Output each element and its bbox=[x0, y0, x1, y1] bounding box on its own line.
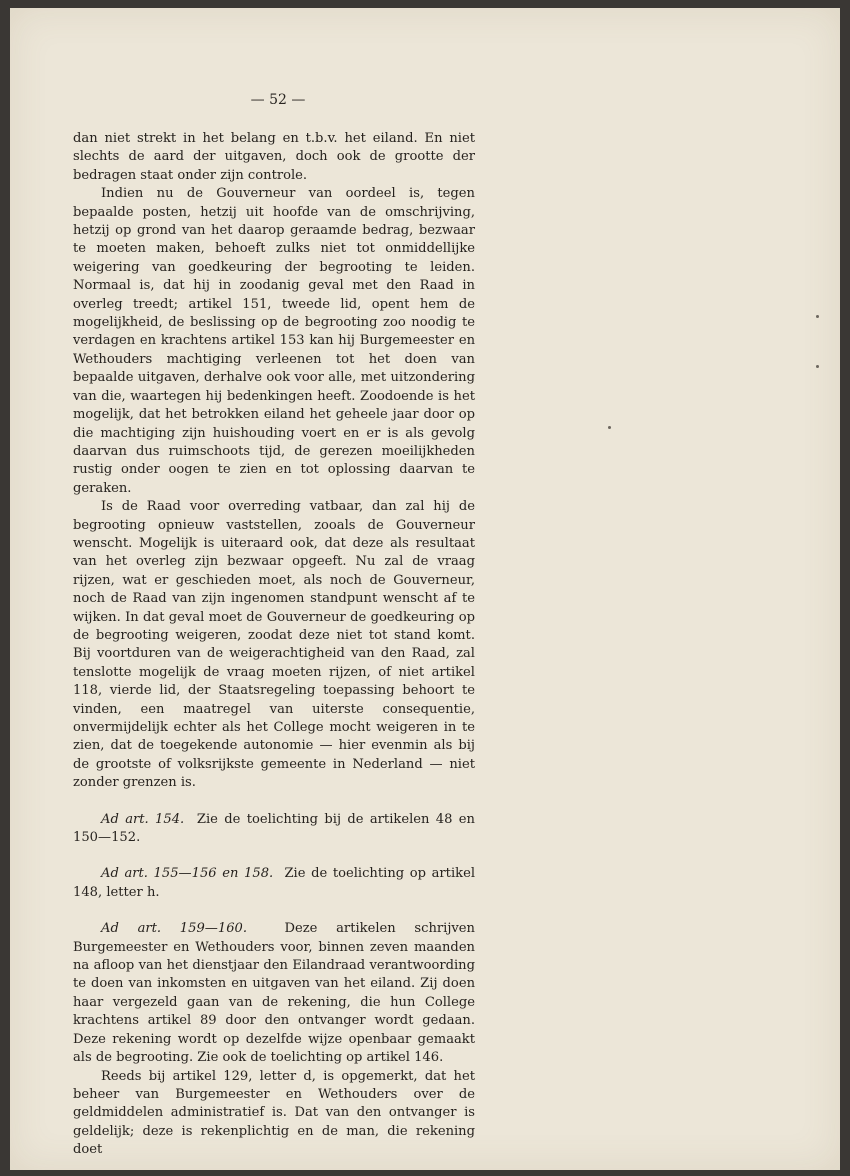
article-159-ref: Ad art. 159—160. bbox=[101, 921, 248, 937]
article-155-note bbox=[73, 865, 475, 902]
paragraph-continuation: dan niet strekt in het belang en t.b.v. het eiland. En niet slechts de aard der uitgaven, doch ook de grootte der bedragen staat onder zijn controle. bbox=[73, 131, 475, 183]
document-page bbox=[10, 8, 840, 1170]
paper-speck bbox=[608, 426, 611, 429]
article-155-text: Zie de toelichting op artikel 148, letter h. bbox=[73, 866, 476, 900]
article-154-text: Zie de toelichting bij de artikelen 48 en 150—152. bbox=[73, 811, 475, 846]
article-155-ref: Ad art. 155—156 en 158. bbox=[101, 866, 274, 882]
article-154-note bbox=[73, 811, 475, 848]
body-text bbox=[73, 130, 475, 1160]
paper-speck bbox=[816, 365, 819, 368]
paper-speck bbox=[816, 315, 819, 318]
page-number: — 52 — bbox=[250, 92, 306, 108]
article-159-note bbox=[73, 920, 475, 1067]
paragraph-raad-overreding: Is de Raad voor overreding vatbaar, dan zal hij de begrooting opnieuw vaststellen, zooals de Gouverneur wenscht. Mogelijk is uiteraard ook, dat deze als resultaat van het overleg zijn bezwaar opgeeft. Nu zal de vraag rijzen, wat er geschieden moet, als noch de Gouverneur, noch de Raad van zijn ingenomen standpunt wenscht af te wijken. In dat geval moet de Gouverneur de goedkeuring op de begrooting weigeren, zoodat deze niet tot stand komt. Bij voortduren van de weigerachtigheid van den Raad, zal tenslotte mogelijk de vraag moeten rijzen, of niet artikel 118, vierde lid, der Staatsregeling toepassing behoort te vinden, een maatregel van uiterste consequentie, onvermijdelijk echter als het College mocht weigeren in te zien, dat de toegekende autonomie — hier evenmin als bij de grootste of volksrijkste gemeente in Nederland — niet zonder grenzen is. bbox=[73, 499, 475, 791]
paragraph-gouverneur-bezwaar: Indien nu de Gouverneur van oordeel is, tegen bepaalde posten, hetzij uit hoofde van de omschrijving, hetzij op grond van het daarop geraamde bedrag, bezwaar te moeten maken, behoeft zulks niet tot onmiddellijke weigering van goedkeuring der begrooting te leiden. Normaal is, dat hij in zoodanig geval met den Raad in overleg treedt; artikel 151, tweede lid, opent hem de mogelijkheid, de beslissing op de begrooting zoo noodig te verdagen en krachtens artikel 153 kan hij Burgemeester en Wethouders machtiging verleenen tot het doen van bepaalde uitgaven, derhalve ook voor alle, met uitzondering van die, waartegen hij bedenkingen heeft. Zoodoende is het mogelijk, dat het betrokken eiland het geheele jaar door op die machtiging zijn huishouding voert en er is als gevolg daarvan dus ruimschoots tijd, de gerezen moeilijkheden rustig onder oogen te zien en tot oplossing daarvan te geraken. bbox=[73, 186, 475, 496]
paragraph-beheer: Reeds bij artikel 129, letter d, is opgemerkt, dat het beheer van Burgemeester en Wethouders over de geldmiddelen administratief is. Dat van den ontvanger is geldelijk; deze is rekenplichtig en de man, die rekening doet bbox=[73, 1068, 475, 1158]
article-159-text: Deze artikelen schrijven Burgemeester en Wethouders voor, binnen zeven maanden na afloop van het dienstjaar den Eilandraad verantwoording te doen van inkomsten en uitgaven van het eiland. Zij doen haar vergezeld gaan van de rekening, die hun College krachtens artikel 89 door den ontvanger wordt gedaan. Deze rekening wordt op dezelfde wijze openbaar gemaakt als de begrooting. Zie ook de toelichting op artikel 146. bbox=[73, 921, 475, 1066]
article-154-ref: Ad art. 154. bbox=[101, 811, 185, 827]
